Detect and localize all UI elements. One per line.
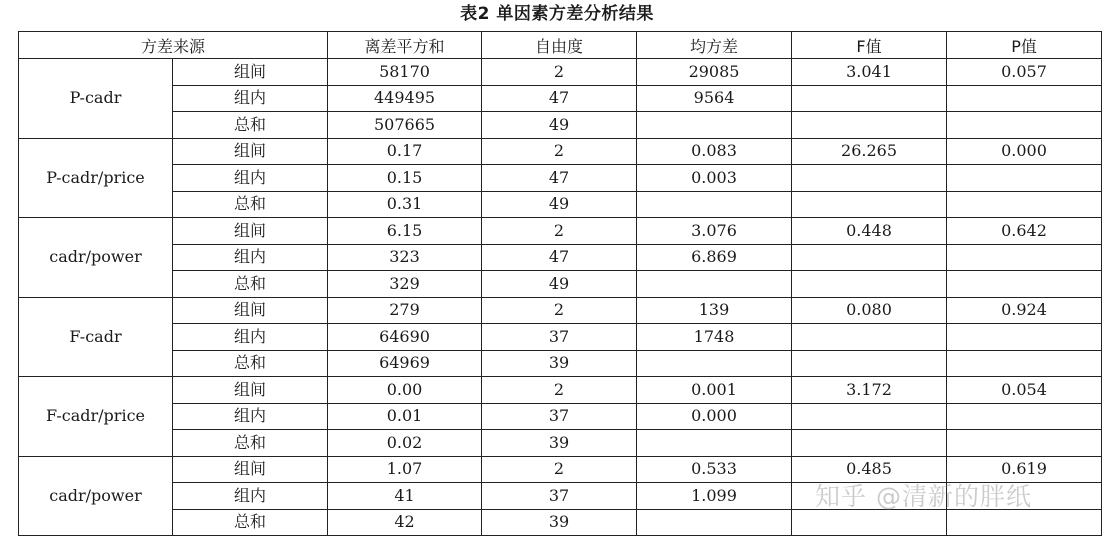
df-cell: 2 [482, 377, 637, 404]
ms-cell [637, 112, 792, 139]
f-cell: 0.485 [792, 456, 947, 483]
row-label-cell: 总和 [173, 191, 328, 218]
f-cell: 26.265 [792, 138, 947, 165]
p-cell: 0.924 [947, 297, 1102, 324]
ms-cell: 1.099 [637, 483, 792, 510]
table-row [19, 430, 1102, 457]
source-cell: cadr/power [19, 456, 173, 536]
p-cell [947, 191, 1102, 218]
header-f: F值 [792, 32, 947, 59]
f-cell [792, 112, 947, 139]
df-cell: 47 [482, 85, 637, 112]
ss-cell: 6.15 [328, 218, 482, 245]
header-df: 自由度 [482, 32, 637, 59]
df-cell: 47 [482, 165, 637, 192]
table-row [19, 377, 1102, 404]
p-cell [947, 324, 1102, 351]
df-cell: 37 [482, 483, 637, 510]
f-cell [792, 85, 947, 112]
row-label-cell: 组间 [173, 218, 328, 245]
p-cell: 0.642 [947, 218, 1102, 245]
ss-cell: 0.31 [328, 191, 482, 218]
row-label-cell: 组间 [173, 297, 328, 324]
f-cell [792, 430, 947, 457]
ms-cell [637, 430, 792, 457]
p-cell [947, 403, 1102, 430]
ms-cell [637, 509, 792, 536]
ss-cell: 64690 [328, 324, 482, 351]
table-row [19, 350, 1102, 377]
f-cell [792, 483, 947, 510]
df-cell: 37 [482, 324, 637, 351]
ss-cell: 0.00 [328, 377, 482, 404]
ss-cell: 1.07 [328, 456, 482, 483]
watermark: 知乎 @清新的胖纸 [815, 482, 1032, 511]
p-cell [947, 350, 1102, 377]
table-row [19, 165, 1102, 192]
ms-cell: 0.001 [637, 377, 792, 404]
row-label-cell: 组间 [173, 456, 328, 483]
ss-cell: 0.15 [328, 165, 482, 192]
df-cell: 49 [482, 271, 637, 298]
ss-cell: 0.17 [328, 138, 482, 165]
source-cell: F-cadr [19, 297, 173, 377]
ss-cell: 41 [328, 483, 482, 510]
df-cell: 2 [482, 138, 637, 165]
f-cell [792, 165, 947, 192]
df-cell: 39 [482, 350, 637, 377]
table-row [19, 456, 1102, 483]
anova-table [18, 31, 1102, 536]
header-p: P值 [947, 32, 1102, 59]
p-cell [947, 483, 1102, 510]
ms-cell: 139 [637, 297, 792, 324]
ss-cell: 64969 [328, 350, 482, 377]
ms-cell: 6.869 [637, 244, 792, 271]
ms-cell [637, 191, 792, 218]
df-cell: 49 [482, 112, 637, 139]
source-cell: P-cadr/price [19, 138, 173, 218]
df-cell: 39 [482, 430, 637, 457]
f-cell: 3.041 [792, 59, 947, 86]
p-cell [947, 509, 1102, 536]
row-label-cell: 组内 [173, 165, 328, 192]
ss-cell: 42 [328, 509, 482, 536]
row-label-cell: 组内 [173, 324, 328, 351]
table-row [19, 483, 1102, 510]
table-body [19, 59, 1102, 536]
row-label-cell: 组间 [173, 377, 328, 404]
p-cell: 0.057 [947, 59, 1102, 86]
row-label-cell: 总和 [173, 112, 328, 139]
ss-cell: 279 [328, 297, 482, 324]
row-label-cell: 总和 [173, 350, 328, 377]
row-label-cell: 组内 [173, 403, 328, 430]
p-cell [947, 244, 1102, 271]
df-cell: 39 [482, 509, 637, 536]
df-cell: 2 [482, 218, 637, 245]
ss-cell: 329 [328, 271, 482, 298]
f-cell: 3.172 [792, 377, 947, 404]
f-cell [792, 509, 947, 536]
header-ss: 离差平方和 [328, 32, 482, 59]
p-cell [947, 430, 1102, 457]
table-row [19, 244, 1102, 271]
ms-cell: 1748 [637, 324, 792, 351]
header-ms: 均方差 [637, 32, 792, 59]
ms-cell [637, 350, 792, 377]
table-row [19, 112, 1102, 139]
ss-cell: 58170 [328, 59, 482, 86]
ss-cell: 0.01 [328, 403, 482, 430]
row-label-cell: 总和 [173, 271, 328, 298]
header-row [19, 32, 1102, 59]
table-row [19, 324, 1102, 351]
f-cell [792, 350, 947, 377]
f-cell: 0.448 [792, 218, 947, 245]
table-row [19, 218, 1102, 245]
ms-cell: 0.003 [637, 165, 792, 192]
f-cell [792, 191, 947, 218]
header-source: 方差来源 [19, 32, 328, 59]
ms-cell: 0.533 [637, 456, 792, 483]
df-cell: 2 [482, 59, 637, 86]
row-label-cell: 组间 [173, 138, 328, 165]
df-cell: 37 [482, 403, 637, 430]
df-cell: 2 [482, 456, 637, 483]
f-cell: 0.080 [792, 297, 947, 324]
table-row [19, 509, 1102, 536]
ms-cell: 0.083 [637, 138, 792, 165]
source-cell: cadr/power [19, 218, 173, 298]
source-cell: P-cadr [19, 59, 173, 139]
row-label-cell: 组内 [173, 244, 328, 271]
df-cell: 2 [482, 297, 637, 324]
f-cell [792, 271, 947, 298]
table-row [19, 59, 1102, 86]
ss-cell: 507665 [328, 112, 482, 139]
p-cell: 0.054 [947, 377, 1102, 404]
p-cell [947, 271, 1102, 298]
source-cell: F-cadr/price [19, 377, 173, 457]
table-row [19, 85, 1102, 112]
f-cell [792, 403, 947, 430]
p-cell: 0.619 [947, 456, 1102, 483]
ms-cell [637, 271, 792, 298]
ms-cell: 0.000 [637, 403, 792, 430]
row-label-cell: 组内 [173, 85, 328, 112]
p-cell [947, 165, 1102, 192]
table-row [19, 191, 1102, 218]
p-cell [947, 85, 1102, 112]
df-cell: 47 [482, 244, 637, 271]
row-label-cell: 组内 [173, 483, 328, 510]
table-row [19, 271, 1102, 298]
row-label-cell: 总和 [173, 509, 328, 536]
table-caption: 表2 单因素方差分析结果 [460, 4, 654, 24]
f-cell [792, 324, 947, 351]
ss-cell: 323 [328, 244, 482, 271]
ss-cell: 449495 [328, 85, 482, 112]
row-label-cell: 组间 [173, 59, 328, 86]
row-label-cell: 总和 [173, 430, 328, 457]
f-cell [792, 244, 947, 271]
p-cell: 0.000 [947, 138, 1102, 165]
ms-cell: 3.076 [637, 218, 792, 245]
p-cell [947, 112, 1102, 139]
ms-cell: 29085 [637, 59, 792, 86]
table-row [19, 403, 1102, 430]
df-cell: 49 [482, 191, 637, 218]
ss-cell: 0.02 [328, 430, 482, 457]
ms-cell: 9564 [637, 85, 792, 112]
table-row [19, 138, 1102, 165]
table-row [19, 297, 1102, 324]
